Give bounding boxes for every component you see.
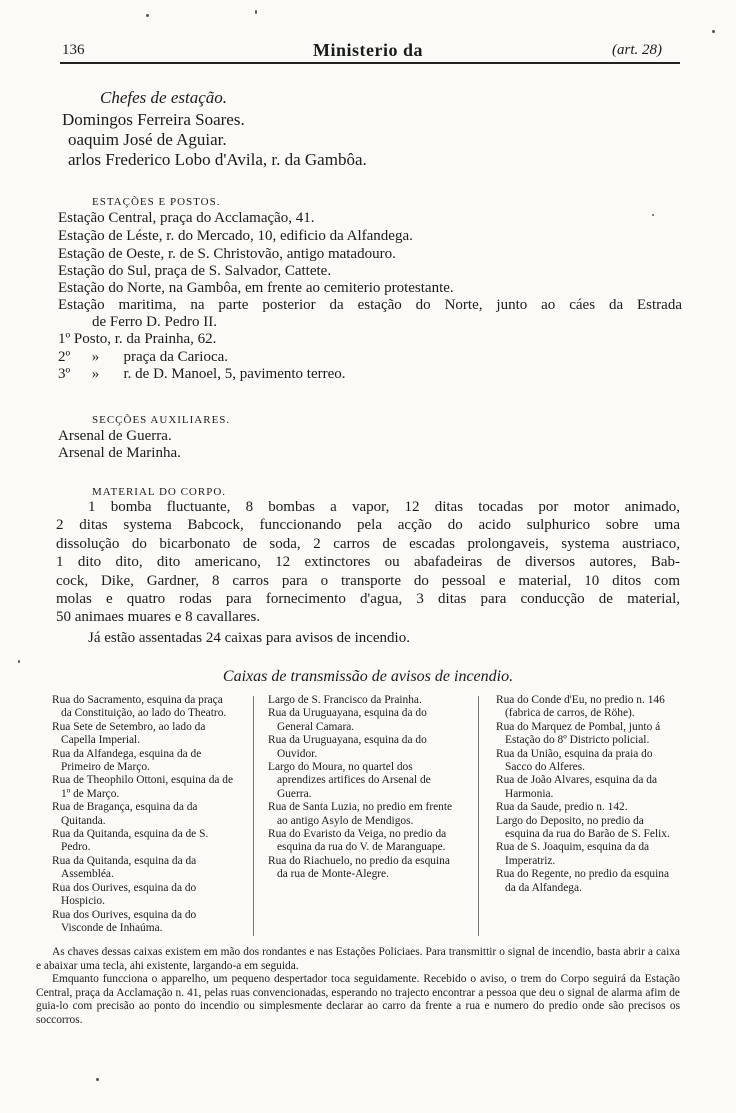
footnote-paragraph: As chaves dessas caixas existem em mão dos rondantes e nas Estações Policiaes. Para transmittir o signal de incendio, basta abrir a caixa e abaixar uma tecla, ahi existente, largando-a em seguida.	[36, 946, 680, 972]
caixa-entry: Rua da Uruguayana, esquina da do General Camara.	[268, 707, 427, 733]
material-line: dissolução do bicarbonato de soda, 2 carros de escadas prolongaveis, systema austriaco,	[56, 535, 680, 552]
caixas-title: Caixas de transmissão de avisos de incendio.	[222, 668, 514, 685]
caixas-column-1	[52, 694, 234, 935]
material-line: 50 animaes muares e 8 cavallares.	[56, 609, 261, 626]
caixa-entry: Rua da União, esquina da praia do Sacco do Alferes.	[496, 747, 653, 774]
posto-row	[58, 331, 216, 348]
article-reference: (art. 28)	[612, 42, 662, 58]
estacao-line: Estação do Norte, na Gambôa, em frente ao cemiterio protestante.	[58, 280, 454, 296]
estacoes-heading: ESTAÇÕES E POSTOS.	[92, 196, 221, 208]
caixa-entry: Rua do Evaristo da Veiga, no predio da esquina da rua do V. de Maranguape.	[268, 828, 447, 854]
caixa-entry: Rua da Uruguayana, esquina da do Ouvidor.	[268, 734, 427, 760]
seccao-line: Arsenal de Marinha.	[58, 445, 181, 461]
caixa-entry: Rua de S. Joaquim, esquina da da Imperatriz.	[496, 841, 650, 867]
caixa-entry: Rua da Alfandega, esquina da de Primeiro de Março.	[52, 747, 202, 774]
posto-row	[58, 366, 346, 383]
running-title: Ministerio da	[313, 40, 423, 60]
estacao-line: Estação Central, praça do Acclamação, 41.	[58, 210, 315, 226]
column-divider	[478, 696, 483, 936]
scan-speck	[255, 10, 257, 14]
chefe-name: oaquim José de Aguiar.	[68, 130, 227, 149]
header-rule	[60, 62, 680, 64]
posto-number: 2º	[58, 349, 71, 365]
column-divider	[253, 696, 258, 936]
caixa-entry: Rua dos Ourives, esquina da do Visconde de Inhaúma.	[52, 908, 197, 934]
material-line: cock, Dike, Gardner, 8 carros para o transporte do pessoal e material, 10 ditos com	[56, 572, 680, 589]
material-paragraph	[56, 498, 680, 647]
posto-number: 1º	[58, 331, 71, 347]
footnote-paragraph: Emquanto funcciona o apparelho, um pequeno despertador toca seguidamente. Recebido o aviso, o trem do Corpo seguirá da Estação Central, praça da Acclamação n. 41, pelas ruas convencionadas, esperando no trajecto encontrar a pessoa que deu o signal de alarma afim de guia-lo com precisão ao ponto do incendio ou simplesmente declarar ao carro da frente a rua e numero do predio onde são precisos os soccorros.	[36, 973, 680, 1026]
posto-text: Posto, r. da Prainha, 62.	[73, 331, 217, 347]
material-final: Já estão assentadas 24 caixas para avisos de incendio.	[88, 629, 410, 646]
scan-speck	[18, 660, 20, 663]
posto-text: r. de D. Manoel, 5, pavimento terreo.	[123, 366, 346, 382]
page-number: 136	[62, 42, 85, 58]
material-line: 1 dito dito, dito americano, 12 extinctores ou abafadeiras de diversos autores, Bab-	[56, 554, 680, 571]
caixas-column-3	[496, 694, 680, 895]
caixa-entry: Rua da Quitanda, esquina da de S. Pedro.	[52, 828, 209, 854]
caixa-entry: Rua dos Ourives, esquina da do Hospicio.	[52, 881, 197, 908]
caixa-entry: Rua do Conde d'Eu, no predio n. 146 (fabrica de carros, de Röhe).	[496, 694, 665, 720]
seccoes-heading: SECÇÕES AUXILIARES.	[92, 414, 231, 426]
ditto-mark: »	[91, 349, 100, 365]
caixa-entry: Rua da Quitanda, esquina da da Assembléa.	[52, 854, 197, 881]
scan-speck	[652, 214, 654, 216]
chefes-heading: Chefes de estação.	[100, 88, 227, 107]
estacao-line: de Ferro D. Pedro II.	[92, 314, 217, 330]
scan-speck	[146, 14, 149, 17]
caixa-entry: Rua de João Alvares, esquina da da Harmonia.	[496, 774, 658, 800]
seccao-line: Arsenal de Guerra.	[58, 428, 172, 444]
chefe-name: Domingos Ferreira Soares.	[62, 110, 245, 129]
estacao-line: Estação do Sul, praça de S. Salvador, Cattete.	[58, 263, 332, 279]
footnote	[36, 946, 680, 1028]
material-line: 2 ditas systema Babcock, funccionando pela acção do acido sulphurico sobre uma	[56, 517, 680, 534]
estacao-line: Estação de Oeste, r. de S. Christovão, antigo matadouro.	[58, 246, 396, 262]
caixa-entry: Largo de S. Francisco da Prainha.	[268, 694, 422, 706]
caixa-entry: Rua do Riachuelo, no predio da esquina da rua de Monte-Alegre.	[268, 854, 450, 881]
caixa-entry: Rua do Regente, no predio da esquina da da Alfandega.	[496, 868, 670, 894]
caixas-column-2	[268, 694, 454, 882]
ditto-mark: »	[91, 366, 100, 382]
estacao-line: Estação de Léste, r. do Mercado, 10, edificio da Alfandega.	[58, 228, 413, 244]
scan-speck	[96, 1078, 99, 1081]
estacao-line: Estação maritima, na parte posterior da estação do Norte, junto ao cáes da Estrada	[58, 297, 682, 313]
caixa-entry: Rua de Theophilo Ottoni, esquina da de 1º de Março.	[52, 774, 234, 800]
caixa-entry: Rua da Saude, predio n. 142.	[496, 801, 628, 814]
posto-text: praça da Carioca.	[123, 349, 229, 365]
caixa-entry: Rua do Sacramento, esquina da praça da Constituição, ao lado do Theatro.	[52, 694, 227, 720]
posto-number: 3º	[58, 366, 71, 382]
posto-row	[58, 349, 228, 366]
caixa-entry: Rua do Marquez de Pombal, junto á Estação do 8º Districto policial.	[496, 720, 661, 747]
caixa-entry: Rua Sete de Setembro, ao lado da Capella Imperial.	[52, 720, 206, 747]
material-line: 1 bomba fluctuante, 8 bombas a vapor, 12 ditas tocadas por motor animado,	[88, 499, 680, 515]
material-heading: MATERIAL DO CORPO.	[92, 486, 227, 498]
chefe-name: arlos Frederico Lobo d'Avila, r. da Gambôa.	[68, 150, 367, 169]
scan-speck	[712, 30, 715, 33]
material-line: molas e quatro rodas para fornecimento d'agua, 3 ditas para conducção de material,	[56, 591, 680, 608]
caixa-entry: Largo do Moura, no quartel dos aprendizes artifices do Arsenal de Guerra.	[268, 761, 431, 800]
caixa-entry: Largo do Deposito, no predio da esquina da rua do Barão de S. Felix.	[496, 814, 670, 841]
caixa-entry: Rua de Santa Luzia, no predio em frente ao antigo Asylo de Mendigos.	[268, 801, 453, 827]
caixa-entry: Rua de Bragança, esquina da da Quitanda.	[52, 801, 198, 827]
